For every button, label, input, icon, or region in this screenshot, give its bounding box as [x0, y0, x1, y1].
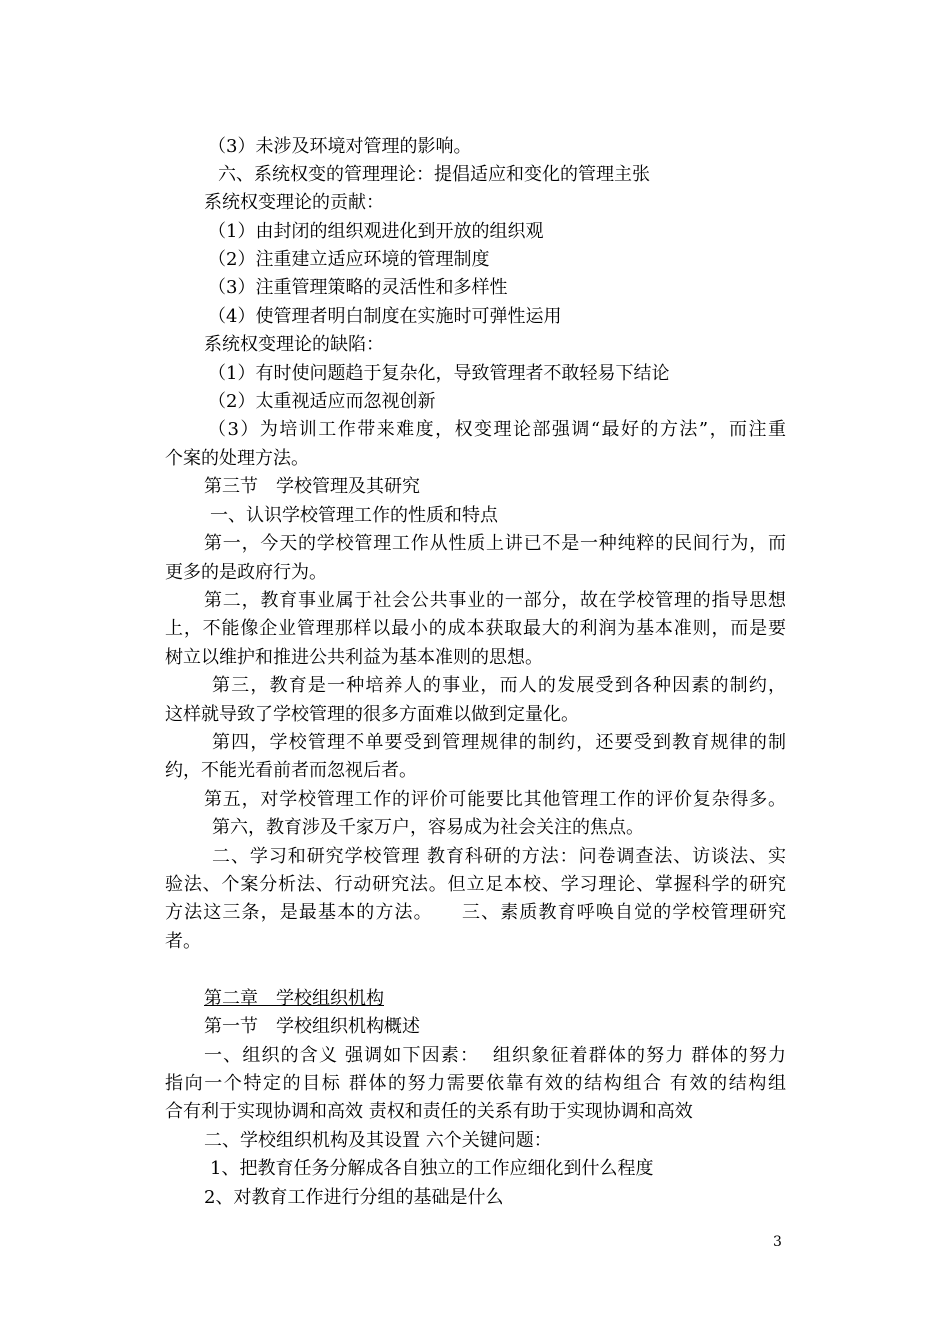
- list-item: （3）为培训工作带来难度，权变理论部强调“最好的方法”，而注重: [208, 419, 786, 440]
- paragraph-line: 第四，学校管理不单要受到管理规律的制约，还要受到教育规律的制: [212, 732, 786, 753]
- paragraph-line: 第二，教育事业属于社会公共事业的一部分，故在学校管理的指导思想: [204, 590, 786, 611]
- section-heading: 一、认识学校管理工作的性质和特点: [210, 505, 498, 526]
- paragraph-line: 这样就导致了学校管理的很多方面难以做到定量化。: [165, 704, 579, 725]
- section-heading: 第一节 学校组织机构概述: [204, 1016, 420, 1037]
- paragraph-line: 第六，教育涉及千家万户，容易成为社会关注的焦点。: [212, 817, 644, 838]
- section-heading: 二、学习和研究学校管理 教育科研的方法：问卷调查法、访谈法、实: [212, 846, 786, 867]
- paragraph-line: 约，不能光看前者而忽视后者。: [165, 760, 417, 781]
- paragraph-line: 第五，对学校管理工作的评价可能要比其他管理工作的评价复杂得多。: [204, 789, 786, 810]
- text-line: （3）未涉及环境对管理的影响。: [208, 136, 472, 157]
- paragraph-line: 合有利于实现协调和高效 责权和责任的关系有助于实现协调和高效: [165, 1101, 693, 1122]
- chapter-title: 第二章 学校组织机构: [204, 988, 384, 1009]
- paragraph-line: 更多的是政府行为。: [165, 562, 327, 583]
- text-line: 个案的处理方法。: [165, 448, 309, 469]
- paragraph-line: 上，不能像企业管理那样以最小的成本获取最大的利润为基本准则，而是要: [165, 618, 786, 639]
- list-item: （2）注重建立适应环境的管理制度: [208, 249, 490, 270]
- section-heading: 二、学校组织机构及其设置 六个关键问题：: [204, 1130, 552, 1151]
- list-item: （1）由封闭的组织观进化到开放的组织观: [208, 221, 544, 242]
- section-heading: 第三节 学校管理及其研究: [204, 476, 420, 497]
- paragraph-line: 一、组织的含义 强调如下因素： 组织象征着群体的努力 群体的努力: [204, 1045, 786, 1066]
- paragraph-line: 树立以维护和推进公共利益为基本准则的思想。: [165, 647, 543, 668]
- list-item: （3）注重管理策略的灵活性和多样性: [208, 277, 508, 298]
- paragraph-line: 指向一个特定的目标 群体的努力需要依靠有效的结构组合 有效的结构组: [165, 1073, 786, 1094]
- paragraph-line: 第三，教育是一种培养人的事业，而人的发展受到各种因素的制约，: [212, 675, 786, 696]
- paragraph-line: 第一，今天的学校管理工作从性质上讲已不是一种纯粹的民间行为，而: [204, 533, 786, 554]
- text-line: 系统权变理论的缺陷：: [204, 334, 384, 355]
- list-item: （2）太重视适应而忽视创新: [208, 391, 436, 412]
- paragraph-line: 验法、个案分析法、行动研究法。但立足本校、学习理论、掌握科学的研究: [165, 874, 786, 895]
- paragraph-line: 者。: [165, 931, 201, 952]
- text-line: 系统权变理论的贡献：: [204, 192, 384, 213]
- list-item: 1、把教育任务分解成各自独立的工作应细化到什么程度: [210, 1158, 654, 1179]
- page-number: 3: [773, 1234, 782, 1250]
- list-item: （1）有时使问题趋于复杂化，导致管理者不敢轻易下结论: [208, 363, 670, 384]
- list-item: （4）使管理者明白制度在实施时可弹性运用: [208, 306, 562, 327]
- paragraph-line: 方法这三条，是最基本的方法。 三、素质教育呼唤自觉的学校管理研究: [165, 902, 786, 923]
- section-heading: 六、系统权变的管理理论：提倡适应和变化的管理主张: [218, 164, 650, 185]
- list-item: 2、对教育工作进行分组的基础是什么: [204, 1187, 504, 1208]
